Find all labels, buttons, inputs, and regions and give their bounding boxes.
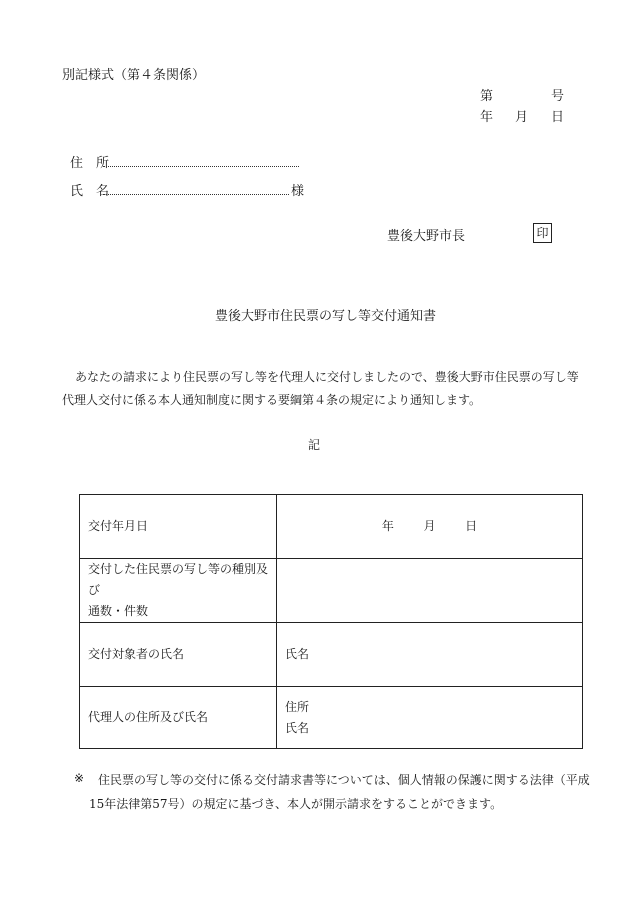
document-title: 豊後大野市住民票の写し等交付通知書: [215, 309, 437, 324]
body-line-1: あなたの請求により住民票の写し等を代理人に交付しましたので、豊後大野市住民票の写し等: [75, 370, 579, 384]
table-row: [80, 687, 583, 749]
recipient-address-label: 住 所: [70, 156, 110, 171]
seal-stamp: 印: [533, 223, 552, 243]
notification-table: [79, 494, 583, 749]
table-row: [80, 495, 583, 559]
address-dotted-line: [103, 166, 299, 167]
date-year: 年: [480, 110, 494, 125]
date-day: 日: [551, 110, 565, 125]
document-type-value: [277, 559, 583, 623]
issue-date-month: 月: [423, 519, 436, 533]
agent-address: 住所: [285, 699, 310, 714]
note-line-2: 15年法律第57号）の規定に基づき、本人が開示請求をすることができます。: [89, 797, 503, 811]
subject-name-value: 氏名: [277, 623, 583, 687]
issuer-title: 豊後大野市長: [387, 229, 466, 244]
recipient-honorific: 様: [291, 184, 305, 199]
agent-label: 代理人の住所及び氏名: [80, 687, 277, 749]
table-row: [80, 559, 583, 623]
date-month: 月: [515, 110, 529, 125]
table-row: [80, 623, 583, 687]
document-type-label-line-2: 通数・件数: [88, 604, 149, 618]
body-line-2: 代理人交付に係る本人通知制度に関する要綱第４条の規定により通知します。: [62, 393, 482, 407]
ki-mark: 記: [308, 438, 321, 452]
agent-value: [277, 687, 583, 749]
issue-date-value: [277, 495, 583, 559]
number-go: 号: [551, 89, 565, 104]
note-line-1: 住民票の写し等の交付に係る交付請求書等については、個人情報の保護に関する法律（平成: [98, 773, 590, 787]
issue-date-day: 日: [465, 519, 478, 533]
form-label: 別記様式（第４条関係）: [62, 68, 206, 83]
name-dotted-line: [103, 194, 289, 195]
recipient-name-label: 氏 名: [70, 184, 110, 199]
agent-name: 氏名: [285, 720, 310, 735]
document-type-label-line-1: 交付した住民票の写し等の種別及び: [88, 562, 269, 597]
note-mark: ※: [74, 771, 85, 785]
issue-date-year: 年: [381, 519, 394, 533]
number-dai: 第: [480, 89, 494, 104]
issue-date-label: 交付年月日: [80, 495, 277, 559]
document-type-label: [80, 559, 277, 623]
subject-name-label: 交付対象者の氏名: [80, 623, 277, 687]
